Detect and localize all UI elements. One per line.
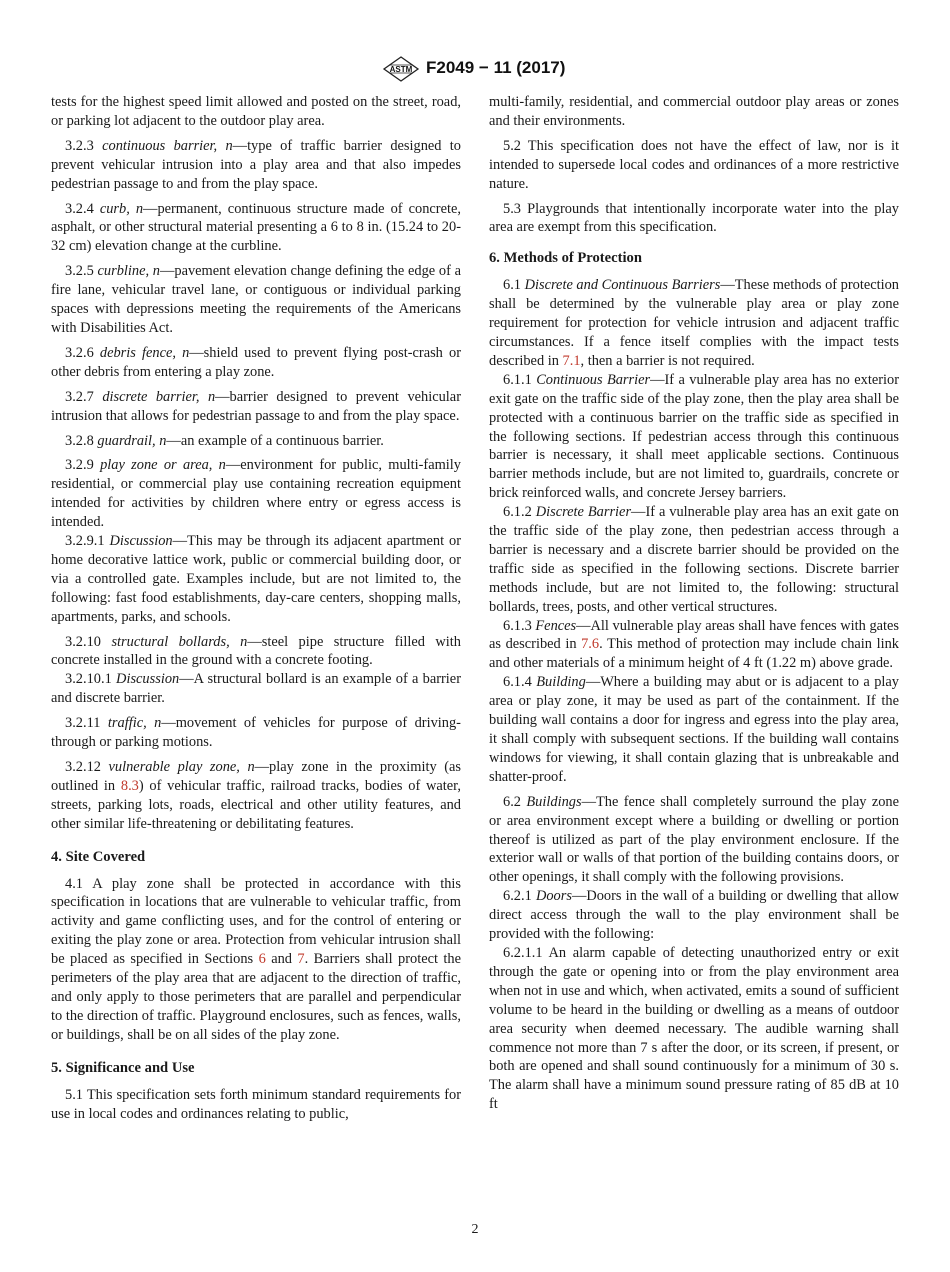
definition-3-2-6: 3.2.6 debris fence, n—shield used to prevent flying post-crash or other debris from entering a play zone. (51, 344, 461, 380)
section-link-7-6[interactable]: 7.6 (581, 636, 600, 653)
paragraph-5-2: 5.2 This specification does not have the effect of law, nor is it intended to supersede local codes and ordinances of a more restrictive nature. (489, 137, 899, 192)
section-heading-4: 4. Site Covered (51, 848, 146, 865)
section-link-6[interactable]: 6 (258, 951, 266, 968)
section-heading-5: 5. Significance and Use (51, 1059, 195, 1076)
definition-3-2-7: 3.2.7 discrete barrier, n—barrier designed to prevent vehicular intrusion that allows for pedestrian passage to and from the play space. (51, 388, 461, 424)
definition-3-2-12: 3.2.12 vulnerable play zone, n—play zone in the proximity (as outlined in 8.3) of vehicular traffic, railroad tracks, bodies of water, streets, parking lots, roads, electrical and other utility features, and other similar life-threatening or debilitating features. (51, 759, 461, 832)
definition-3-2-5: 3.2.5 curbline, n—pavement elevation change defining the edge of a fire lane, vehicular travel lane, or contiguous or individual parking spaces with depressions meeting the requirements of the Americans with Disabilities Act. (51, 263, 461, 336)
paragraph-4-1: 4.1 A play zone shall be protected in accordance with this specification in locations that are vulnerable to vehicular traffic, from activity and game conflicting uses, and for the control of entering or exiting the play zone or area. Protection from vehicular intrusion shall be placed as specified in Sections 6 and 7. Barriers shall protect the perimeters of the play area that are adjacent to the direction of traffic, and only apply to those perimeters that are parallel and perpendicular to the direction of traffic. Playground enclosures, such as fences, walls, or buildings, shall be on all sides of the play zone. (51, 875, 461, 1043)
paragraph: multi-family, residential, and commercial outdoor play areas or zones and their environments. (489, 94, 899, 129)
logo-text: ASTM (389, 65, 413, 74)
paragraph-6-2: 6.2 Buildings—The fence shall completely surround the play zone or area environment except where a building or dwelling or portion thereof is utilized as part of the play environment enclosure. If the exterior wall or walls of that portion of the building contains doors, or other openings, it shall comply with the following provisions. (489, 793, 899, 886)
section-link-8-3[interactable]: 8.3 (120, 777, 139, 794)
definition-3-2-11: 3.2.11 traffic, n—movement of vehicles for purpose of driving-through or parking motions. (51, 715, 461, 751)
discussion-3-2-9-1: 3.2.9.1 Discussion—This may be through its adjacent apartment or home decorative lattice work, public or commercial building door, or via a controlled gate. Examples include, but are not limited to, the following: fast food establishments, day-care centers, shopping malls, apartments, parks, and schools. (51, 533, 461, 625)
section-link-7[interactable]: 7 (297, 951, 305, 968)
paragraph-6-2-1-1: 6.2.1.1 An alarm capable of detecting unauthorized entry or exit through the gate or opening into or from the play environment area when not in use and which, when activated, emits a sound of sufficient volume to be heard in the building or dwelling as a means of outdoor area security when deemed necessary. The audible warning shall commence not more than 7 s after the door, or its screen, if present, or both are opened and shall sound continuously for a minimum of 30 s. The alarm shall have a minimum sound pressure rating of 85 dB at 10 ft (489, 944, 899, 1113)
paragraph-6-1-2: 6.1.2 Discrete Barrier—If a vulnerable play area has an exit gate on the traffic side of the play zone, then pedestrian access through a barrier is necessary and a discrete barrier should be provided on the traffic side as specified in the following sections. Discrete barrier methods include, but are not limited to, the following: structural bollards, trees, posts, and other vertical structures. (489, 504, 899, 615)
paragraph-6-1-4: 6.1.4 Building—Where a building may abut or is adjacent to a play area or play zone, it may be used as part of the containment. If the building wall contains a door for ingress and egress into the play area, it shall comply with subsequent sections. If the building wall contains windows for viewing, it shall contain glazing that is unbreakable and shatter-proof. (489, 674, 899, 785)
page-header (0, 56, 950, 84)
paragraph: tests for the highest speed limit allowed and posted on the street, road, or parking lot adjacent to the outdoor play area. (51, 94, 461, 129)
paragraph-6-1-1: 6.1.1 Continuous Barrier—If a vulnerable play area has no exterior exit gate on the traffic side of the play zone, then the play area shall be protected with a continuous barrier on the traffic side as specified in the following sections. If pedestrian access through this continuous barrier is necessary, it shall meet applicable sections. Continuous barrier methods include, but are not limited to, guardrails, concrete or brick reinforced walls, and concrete Jersey barriers. (489, 371, 900, 502)
definition-3-2-4: 3.2.4 curb, n—permanent, continuous structure made of concrete, asphalt, or other structural material presenting a 6 to 8 in. (15.24 to 20-32 cm) elevation change at the curbline. (51, 200, 461, 255)
definition-3-2-3: 3.2.3 continuous barrier, n—type of traffic barrier designed to prevent vehicular intrusion into a play area and that also impedes pedestrian passage to and from the play space. (51, 137, 461, 192)
right-column (489, 93, 899, 1114)
paragraph-6-1-3: 6.1.3 Fences—All vulnerable play areas shall have fences with gates as described in 7.6. This method of protection may include chain link and other materials of a minimum height of 4 ft (1.22 m) above grade. (489, 617, 900, 672)
definition-3-2-10: 3.2.10 structural bollards, n—steel pipe structure filled with concrete installed in the ground with a concrete footing. (51, 633, 461, 669)
page-number: 2 (471, 1222, 479, 1237)
section-link-7-1[interactable]: 7.1 (562, 352, 581, 369)
definition-3-2-8: 3.2.8 guardrail, n—an example of a continuous barrier. (65, 432, 384, 449)
discussion-3-2-10-1: 3.2.10.1 Discussion—A structural bollard is an example of a barrier and discrete barrier. (51, 671, 461, 707)
standard-designation: F2049 − 11 (2017) (426, 58, 566, 77)
paragraph-6-2-1: 6.2.1 Doors—Doors in the wall of a building or dwelling that allow direct access through the wall to the play environment shall be provided with the following: (489, 888, 899, 943)
section-heading-6: 6. Methods of Protection (489, 250, 642, 267)
left-column (51, 93, 461, 1129)
paragraph-6-1: 6.1 Discrete and Continuous Barriers—These methods of protection shall be determined by the vulnerable play area or play zone requirement for protection for vehicle intrusion and adjacent traffic circumstances. If a fence itself complies with the impact tests described in 7.1, then a barrier is not required. (489, 277, 899, 369)
paragraph-5-1: 5.1 This specification sets forth minimum standard requirements for use in local codes and ordinances relating to public, (51, 1086, 461, 1122)
paragraph-5-3: 5.3 Playgrounds that intentionally incorporate water into the play area are exempt from this specification. (489, 200, 899, 236)
definition-3-2-9: 3.2.9 play zone or area, n—environment for public, multi-family residential, or commercial play use containing recreation equipment intended for activities by children where entry or egress access is intended. (51, 457, 461, 531)
astm-logo-icon (382, 56, 420, 82)
